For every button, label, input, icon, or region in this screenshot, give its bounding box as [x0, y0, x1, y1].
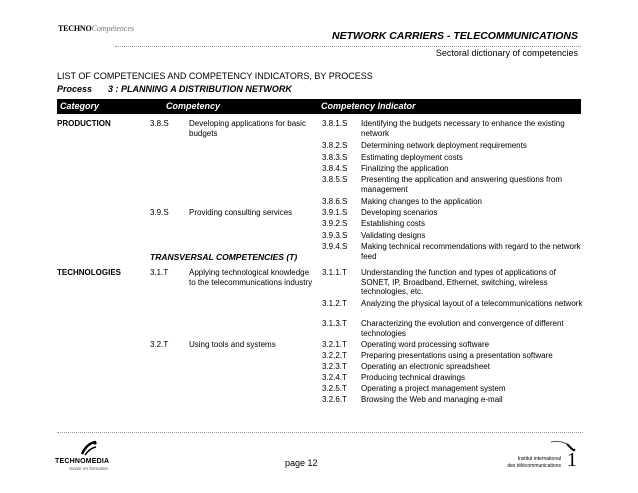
indicator-code: 3.2.4.T [322, 373, 347, 382]
technomedia-name: TECHNOMEDIA [55, 458, 110, 465]
competency-code: 3.1.T [150, 268, 169, 277]
list-title: LIST OF COMPETENCIES AND COMPETENCY INDICATORS, BY PROCESS [57, 71, 373, 81]
transversal-competencies-heading: TRANSVERSAL COMPETENCIES (T) [150, 252, 298, 262]
indicator-code: 3.8.2.S [322, 141, 348, 150]
process-heading [57, 84, 292, 94]
competency-text: Applying technological knowledge to the telecommunications industry [189, 268, 313, 287]
indicator-text: Identifying the budgets necessary to enhance the existing network [361, 119, 565, 138]
indicator-code: 3.9.2.S [322, 219, 348, 228]
indicator-text: Operating a project management system [361, 384, 506, 393]
technomedia-tagline: Savoir en formation [69, 466, 109, 471]
indicator-text: Developing scenarios [361, 208, 438, 217]
indicator-text: Estimating deployment costs [361, 153, 463, 162]
competency-text: Providing consulting services [189, 208, 293, 217]
technocompetences-logo [58, 24, 134, 33]
indicator-code: 3.8.4.S [322, 164, 348, 173]
indicator-code: 3.8.1.S [322, 119, 348, 128]
category-production: PRODUCTION [57, 119, 111, 128]
indicator-text: Producing technical drawings [361, 373, 466, 382]
logo-techno-text: TECHNO [58, 24, 92, 33]
indicator-code: 3.9.4.S [322, 242, 348, 251]
indicator-code: 3.2.1.T [322, 340, 347, 349]
table-header [57, 99, 581, 114]
competency-code: 3.9.S [150, 208, 169, 217]
header-category: Category [60, 101, 100, 111]
institut-name-line2: des télécommunications [507, 463, 561, 469]
process-label: Process [57, 84, 93, 94]
indicator-text: Establishing costs [361, 219, 426, 228]
competency-text: Developing applications for basic budgets [189, 119, 306, 138]
indicator-text: Finalizing the application [361, 164, 449, 173]
indicator-text: Validating designs [361, 231, 426, 240]
indicator-code: 3.2.3.T [322, 362, 347, 371]
indicator-code: 3.2.2.T [322, 351, 347, 360]
indicator-text: Making technical recommendations with regard to the network feed [361, 242, 581, 261]
indicator-code: 3.8.5.S [322, 175, 348, 184]
header-competency-indicator: Competency Indicator [321, 101, 416, 111]
indicator-code: 3.8.3.S [322, 153, 348, 162]
institut-name-line1: Institut international [517, 456, 561, 462]
indicator-text: Analyzing the physical layout of a telecommunications network [361, 299, 583, 308]
competency-code: 3.2.T [150, 340, 169, 349]
competency-text: Using tools and systems [189, 340, 276, 349]
document-title: NETWORK CARRIERS - TELECOMMUNICATIONS [332, 30, 578, 42]
indicator-code: 3.2.6.T [322, 395, 347, 404]
indicator-code: 3.9.3.S [322, 231, 348, 240]
institut-logo [505, 438, 585, 474]
footer-divider [57, 432, 583, 433]
document-subtitle: Sectoral dictionary of competencies [435, 48, 578, 58]
technomedia-logo [55, 440, 125, 470]
indicator-text: Preparing presentations using a presentation software [361, 351, 553, 360]
header-competency: Competency [166, 101, 221, 111]
indicator-text: Browsing the Web and managing e-mail [361, 395, 503, 404]
indicator-text: Determining network deployment requirements [361, 141, 527, 150]
indicator-text: Making changes to the application [361, 197, 482, 206]
indicator-code: 3.1.2.T [322, 299, 347, 308]
indicator-text: Presenting the application and answering questions from management [361, 175, 563, 194]
indicator-code: 3.1.3.T [322, 319, 347, 328]
competency-code: 3.8.S [150, 119, 169, 128]
indicator-text: Characterizing the evolution and convergence of different technologies [361, 319, 564, 338]
indicator-code: 3.8.6.S [322, 197, 348, 206]
indicator-text: Operating word processing software [361, 340, 490, 349]
indicator-code: 3.2.5.T [322, 384, 347, 393]
indicator-text: Operating an electronic spreadsheet [361, 362, 490, 371]
page-number: page 12 [285, 458, 318, 468]
indicator-code: 3.1.1.T [322, 268, 347, 277]
institut-mark-number: 1 [567, 449, 577, 471]
logo-competences-text: Compétences [91, 24, 135, 33]
indicator-text: Understanding the function and types of applications of SONET, IP, Broadband, Ethernet, switching, wireless technologies, etc. [361, 268, 556, 296]
process-title: 3 : PLANNING A DISTRIBUTION NETWORK [108, 84, 292, 94]
indicator-code: 3.9.1.S [322, 208, 348, 217]
technomedia-mark-icon [80, 440, 98, 456]
category-technologies: TECHNOLOGIES [57, 268, 122, 277]
header-divider [115, 46, 581, 47]
